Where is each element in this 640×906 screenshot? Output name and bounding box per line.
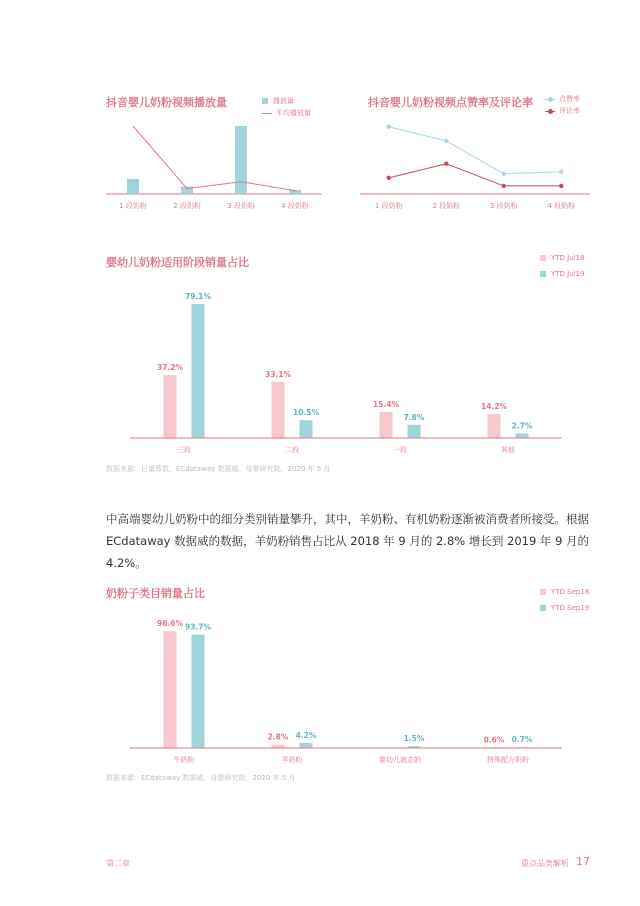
bar-this-year [300, 743, 313, 748]
x-tick-label: 羊奶粉 [281, 756, 303, 764]
data-label: 0.6% [483, 735, 505, 745]
legend-label: YTD Jul19 [551, 270, 585, 278]
x-tick-label: 4 段奶粉 [547, 202, 576, 210]
page-number: 17 [576, 855, 590, 868]
x-tick-label: 二段 [285, 446, 299, 454]
x-tick-label: 3 段奶粉 [489, 202, 518, 210]
data-label: 79.1% [184, 291, 212, 301]
data-label: 2.7% [511, 421, 533, 431]
data-label: 93.7% [184, 622, 212, 632]
footer-section: 重点品类解析 [521, 859, 569, 868]
x-tick-label: 婴幼儿液态奶 [379, 756, 421, 764]
data-label: 0.7% [511, 735, 533, 745]
sub-chart-title: 奶粉子类目销量占比 [106, 587, 205, 600]
legend-label: YTD Sep18 [551, 588, 590, 596]
x-tick-label: 1 段奶粉 [374, 202, 403, 210]
data-label: 2.8% [267, 732, 289, 742]
data-label: 33.1% [264, 369, 292, 379]
x-tick-label: 其他 [501, 446, 515, 454]
stage-source: 数据来源：巨量算数、ECdataway 数据威、母婴研究院，2020 年 5 月 [106, 465, 331, 473]
data-label: 4.2% [295, 730, 317, 740]
legend-label: 点赞率 [559, 95, 580, 103]
views-chart-title: 抖音婴儿奶粉视频播放量 [106, 96, 227, 109]
rates-chart-title: 抖音婴儿奶粉视频点赞率及评论率 [368, 96, 533, 109]
x-tick-label: 牛奶粉 [173, 756, 195, 764]
data-label: 14.2% [480, 401, 508, 411]
legend-label: 播放量 [273, 97, 294, 105]
x-tick-label: 1 段奶粉 [119, 202, 147, 210]
x-tick-label: 一段 [393, 446, 407, 454]
body-paragraph: 中高端婴幼儿奶粉中的细分类别销量攀升，其中，羊奶粉、有机奶粉逐渐被消费者所接受。根据 ECdataway 数据威的数据，羊奶粉销售占比从 2018 年 9 月的 2.8% 增长到 2019 年 9 月的 4.2%。 [106, 512, 590, 570]
x-tick-label: 2 段奶粉 [432, 202, 461, 210]
data-label: 15.4% [372, 399, 400, 409]
x-tick-label: 4 段奶粉 [281, 202, 309, 210]
data-label: 10.5% [292, 408, 320, 418]
legend-label: YTD Jul18 [551, 254, 585, 262]
x-tick-label: 三段 [177, 446, 191, 454]
data-label: 1.5% [403, 734, 425, 744]
sub-source: 数据来源：ECdataway 数据威、母婴研究院，2020 年 5 月 [106, 774, 296, 782]
x-tick-label: 3 段奶粉 [227, 202, 255, 210]
watermark: 头条 @侠说 [551, 877, 626, 893]
footer-chapter: 第二章 [106, 859, 130, 868]
x-tick-label: 2 段奶粉 [173, 202, 201, 210]
bar-this-year [192, 635, 205, 748]
bar-prev-year [164, 631, 177, 748]
legend-label: 平均播放量 [276, 109, 311, 117]
legend-label: 评论率 [559, 107, 580, 115]
stage-chart-title: 婴幼儿奶粉适用阶段销量占比 [106, 256, 249, 269]
legend-label: YTD Sep19 [551, 604, 590, 612]
bar-prev-year [272, 745, 285, 748]
data-label: 37.2% [156, 362, 184, 372]
data-label: 96.6% [156, 619, 184, 629]
x-tick-label: 特殊配方奶粉 [487, 756, 529, 764]
data-label: 7.8% [403, 412, 425, 422]
